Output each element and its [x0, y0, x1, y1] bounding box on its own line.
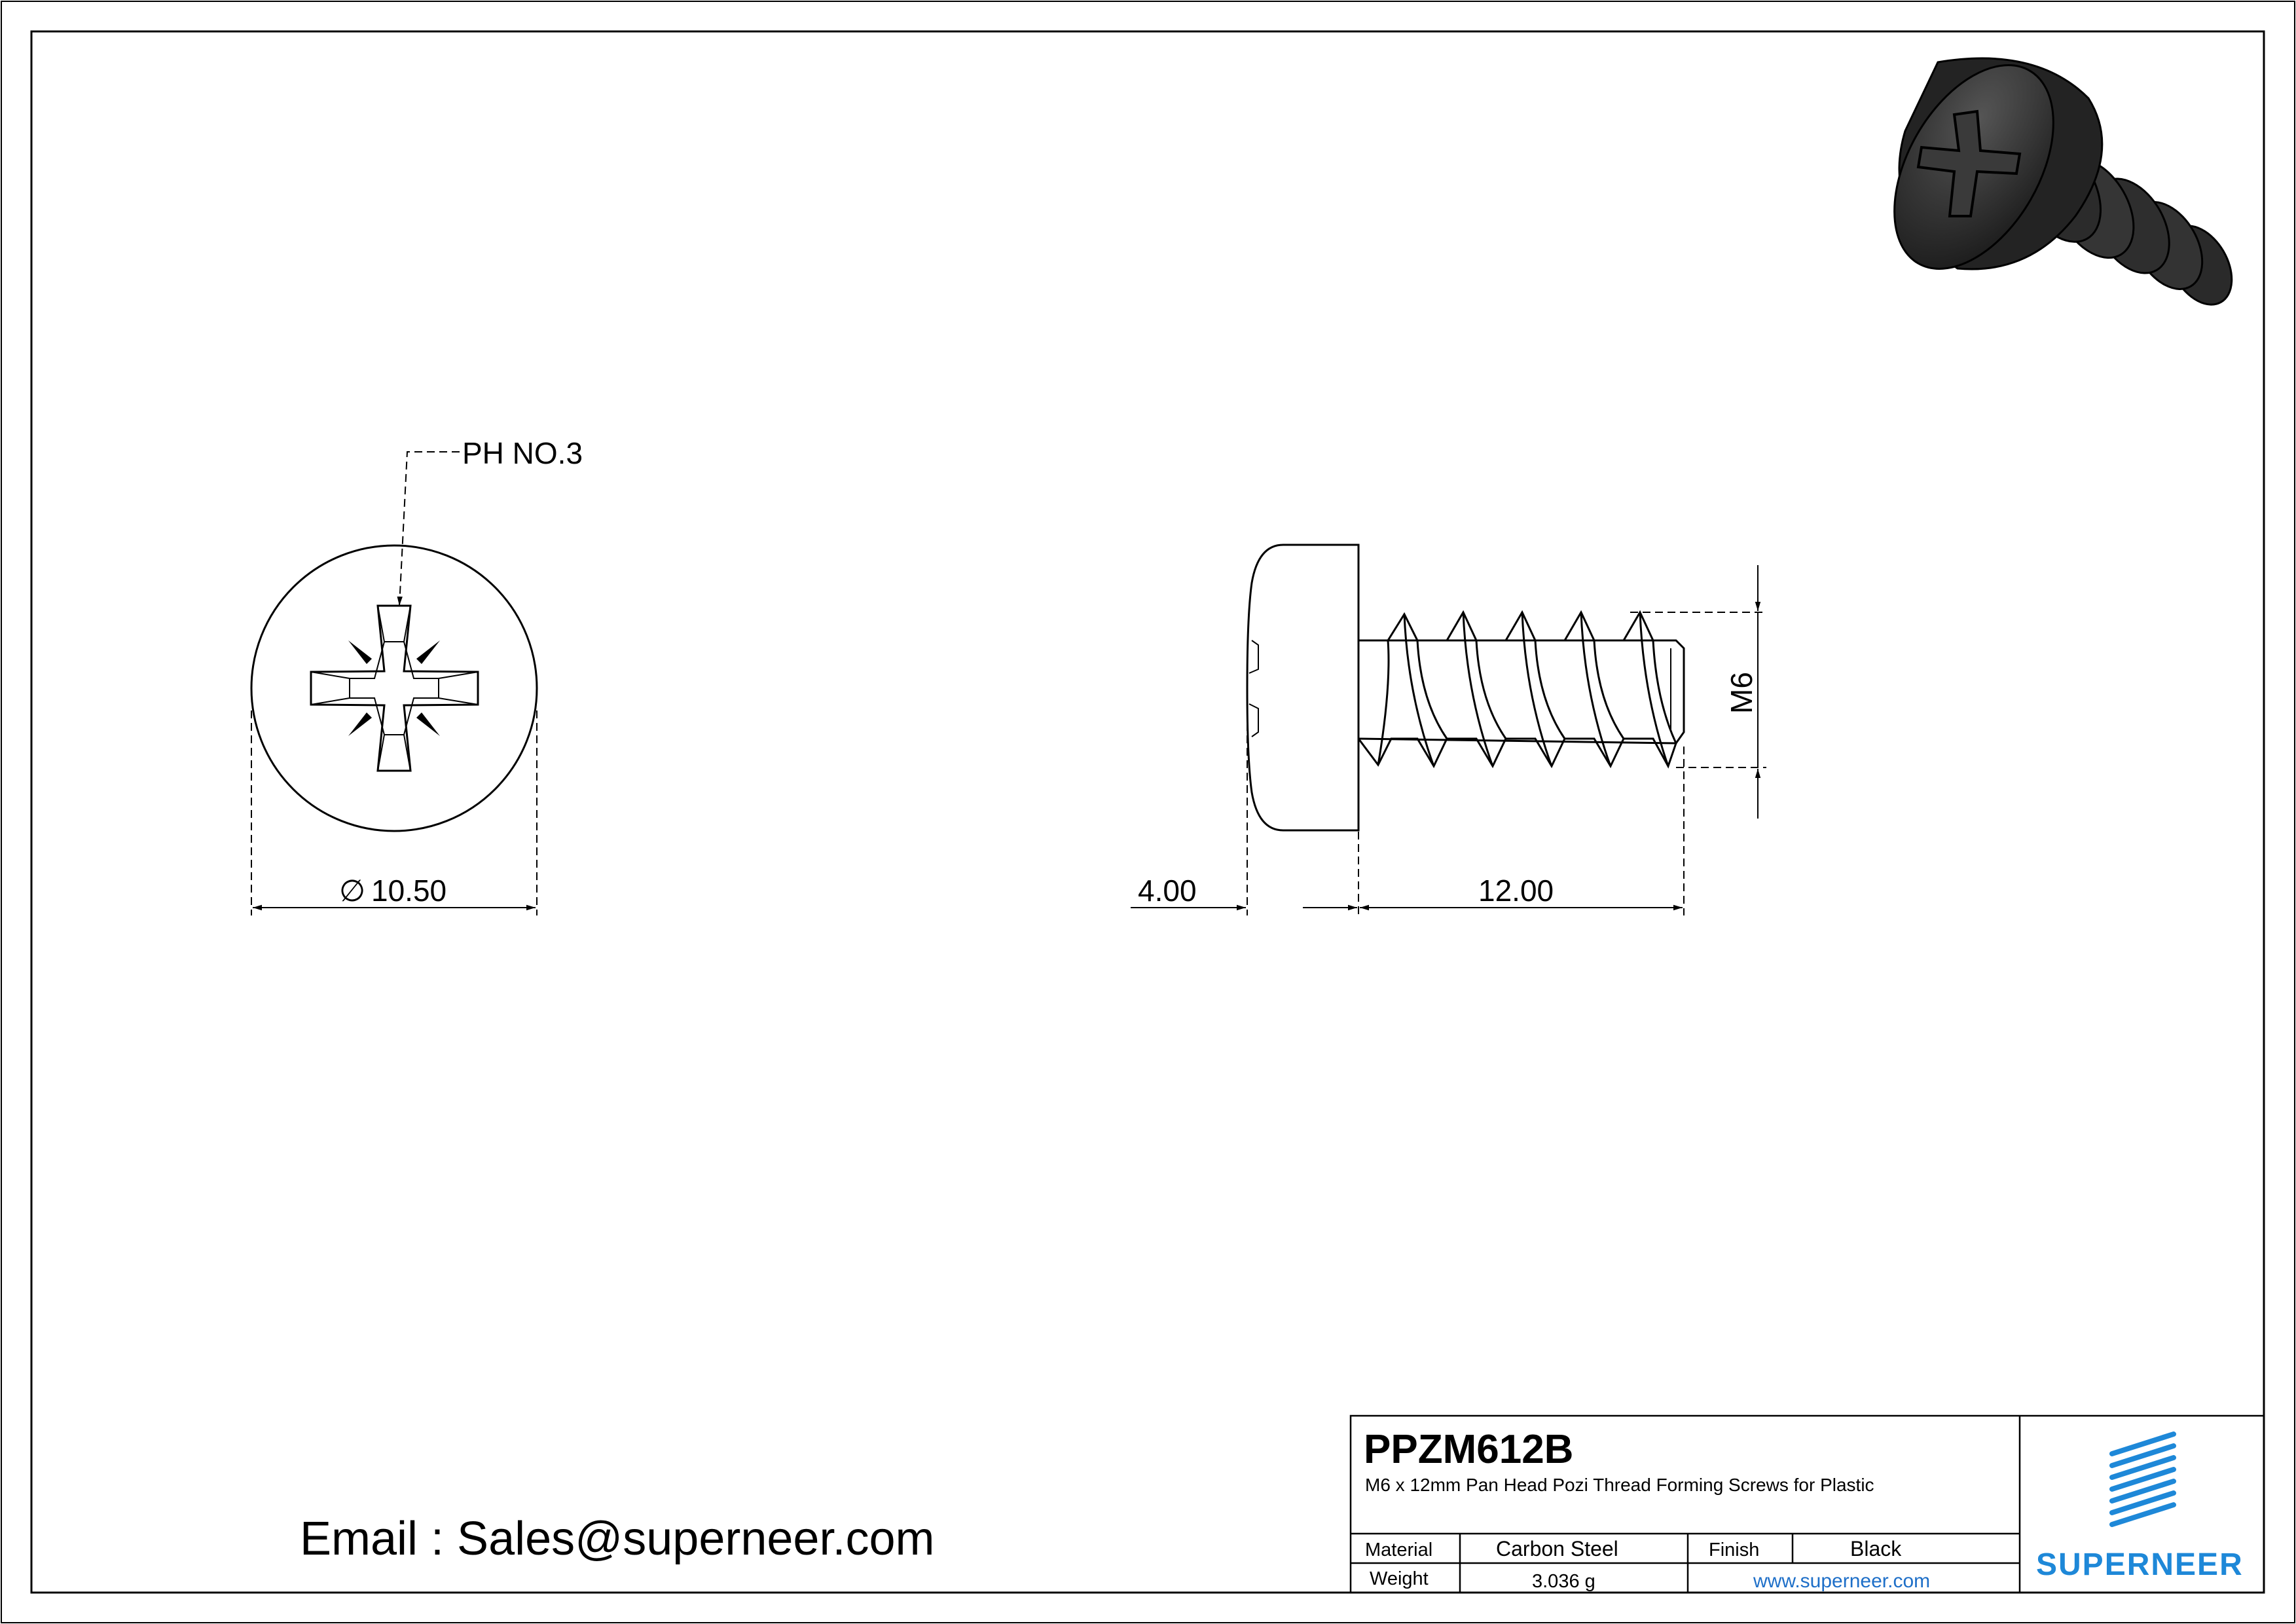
superneer-logo-icon — [2112, 1434, 2174, 1524]
side-view — [1131, 545, 1766, 915]
screw-3d-preview — [1861, 38, 2244, 316]
head-recess-notch-lower — [1249, 704, 1258, 737]
pozi-tick-sw — [348, 712, 372, 736]
head-recess-notch-upper — [1249, 640, 1258, 673]
material-value: Carbon Steel — [1496, 1537, 1618, 1560]
part-description: M6 x 12mm Pan Head Pozi Thread Forming Screws for Plastic — [1365, 1475, 1874, 1495]
pozi-recess-outline — [311, 606, 478, 771]
thread-crests-top — [1388, 612, 1653, 640]
finish-label: Finish — [1709, 1540, 1760, 1560]
diameter-symbol: ∅ — [339, 874, 366, 908]
weight-label: Weight — [1370, 1568, 1429, 1589]
callout-drive-label: PH NO.3 — [462, 436, 583, 470]
finish-value: Black — [1850, 1537, 1902, 1560]
superneer-logo-text: SUPERNEER — [2036, 1547, 2244, 1582]
dim-head-diameter: 10.50 — [371, 874, 447, 908]
dim-length: 12.00 — [1478, 874, 1554, 908]
title-block — [1351, 1416, 2264, 1593]
material-label: Material — [1365, 1540, 1433, 1560]
pozi-tick-se — [416, 712, 440, 736]
top-view — [251, 436, 583, 915]
pozi-tick-nw — [348, 640, 372, 664]
weight-value: 3.036 g — [1532, 1571, 1595, 1592]
callout-leader — [399, 452, 460, 606]
dim-thread-size: M6 — [1724, 672, 1758, 714]
dim-head-height: 4.00 — [1138, 874, 1197, 908]
pozi-tick-ne — [416, 640, 440, 664]
contact-email[interactable]: Email : Sales@superneer.com — [300, 1513, 935, 1565]
head-outline-circle — [251, 545, 537, 831]
part-number: PPZM612B — [1364, 1427, 1574, 1472]
pan-head-profile — [1247, 545, 1358, 830]
website-link[interactable]: www.superneer.com — [1753, 1570, 1931, 1592]
